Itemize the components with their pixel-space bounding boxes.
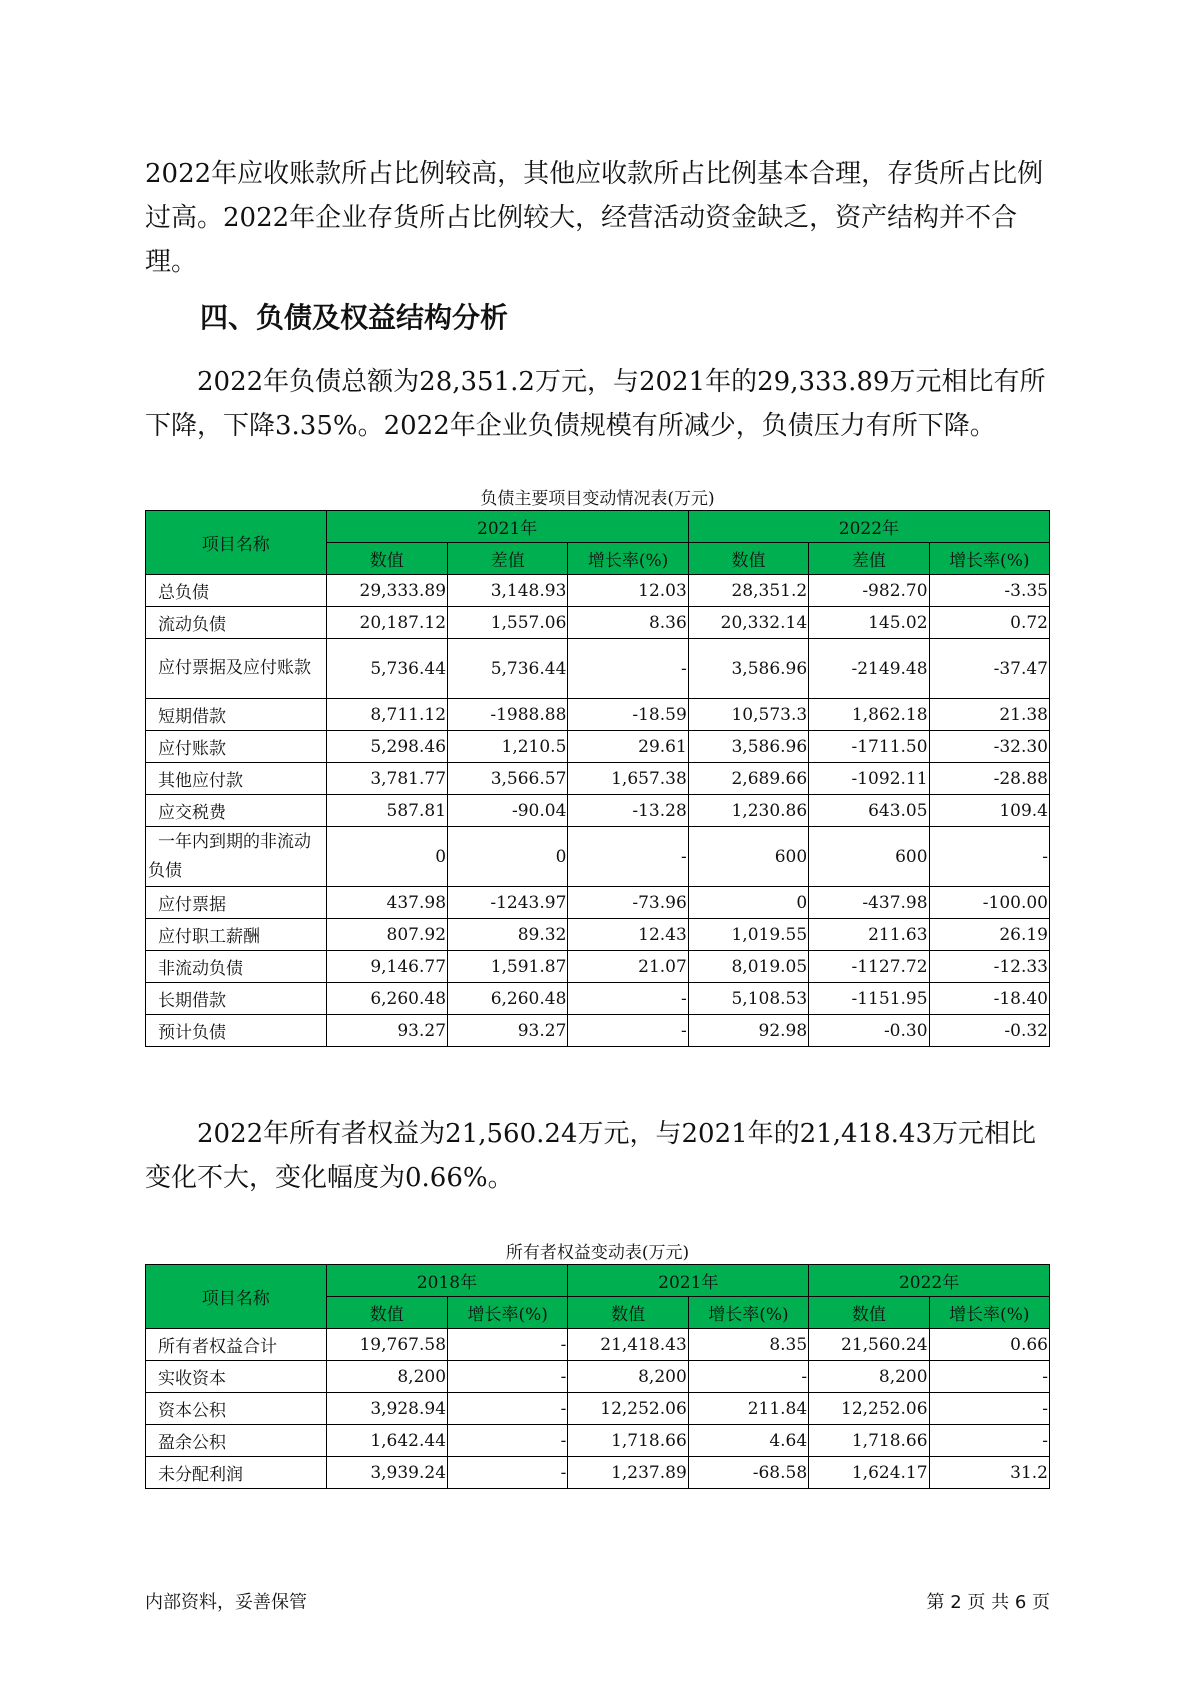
header-value: 数值 [809,1297,929,1329]
table-row [146,1393,1050,1425]
table-cell: 0.72 [929,607,1049,639]
table-cell: 26.19 [929,919,1049,951]
table-cell: 1,557.06 [448,607,568,639]
row-label: 应付票据 [146,887,327,919]
table-cell: 1,237.89 [568,1457,688,1489]
header-value: 数值 [326,1297,447,1329]
row-label: 非流动负债 [146,951,327,983]
table-cell: -18.59 [568,699,688,731]
table-cell: -100.00 [929,887,1049,919]
table-cell: 587.81 [326,795,447,827]
table-cell: 1,718.66 [809,1425,929,1457]
table-cell: 21,418.43 [568,1329,688,1361]
header-growth: 增长率(%) [929,543,1049,575]
table-cell: -32.30 [929,731,1049,763]
table-cell: - [929,1361,1049,1393]
row-label: 未分配利润 [146,1457,327,1489]
table-cell: 6,260.48 [326,983,447,1015]
table-cell: 0.66 [929,1329,1049,1361]
table-cell: 21.07 [568,951,688,983]
table-row [146,763,1050,795]
table-cell: 5,108.53 [688,983,808,1015]
table-cell: 3,566.57 [448,763,568,795]
table-cell: 29.61 [568,731,688,763]
footer-page-number: 第 2 页 共 6 页 [926,1592,1050,1613]
table-cell: - [688,1361,808,1393]
table-cell: -2149.48 [809,639,929,699]
row-label: 所有者权益合计 [146,1329,327,1361]
table-cell: -68.58 [688,1457,808,1489]
table-cell: 5,736.44 [448,639,568,699]
table-cell: 145.02 [809,607,929,639]
table-cell: -1711.50 [809,731,929,763]
table-cell: -28.88 [929,763,1049,795]
table-cell: 29,333.89 [326,575,447,607]
liabilities-table [145,510,1050,1047]
table-cell: - [448,1329,568,1361]
table-row [146,983,1050,1015]
table-row [146,795,1050,827]
table-cell: -18.40 [929,983,1049,1015]
table-cell: - [929,1425,1049,1457]
table-cell: 8,711.12 [326,699,447,731]
table-cell: 5,298.46 [326,731,447,763]
table-row [146,1361,1050,1393]
row-label: 预计负债 [146,1015,327,1047]
table-cell: 1,019.55 [688,919,808,951]
table-cell: 3,939.24 [326,1457,447,1489]
table-cell: -1092.11 [809,763,929,795]
table-cell: 8,200 [568,1361,688,1393]
table-cell: -3.35 [929,575,1049,607]
table-cell: -12.33 [929,951,1049,983]
table-cell: 0 [688,887,808,919]
table-cell: 19,767.58 [326,1329,447,1361]
header-year: 2021年 [326,511,688,543]
table-cell: 109.4 [929,795,1049,827]
table-cell: -1151.95 [809,983,929,1015]
table-cell: 1,230.86 [688,795,808,827]
footer-confidential-note: 内部资料，妥善保管 [145,1592,307,1613]
header-year: 2018年 [326,1265,568,1297]
table-cell: 1,210.5 [448,731,568,763]
header-growth: 增长率(%) [929,1297,1049,1329]
row-label: 盈余公积 [146,1425,327,1457]
table-row [146,951,1050,983]
table-cell: 5,736.44 [326,639,447,699]
table-cell: 1,591.87 [448,951,568,983]
table-cell: 0 [326,827,447,887]
table-cell: 3,586.96 [688,731,808,763]
table-cell: 3,781.77 [326,763,447,795]
row-label: 流动负债 [146,607,327,639]
table-cell: -1127.72 [809,951,929,983]
table-cell: 93.27 [448,1015,568,1047]
table-cell: 8,200 [326,1361,447,1393]
table-cell: 8.36 [568,607,688,639]
table-cell: 600 [809,827,929,887]
table-row [146,887,1050,919]
table-cell: 643.05 [809,795,929,827]
table-cell: 4.64 [688,1425,808,1457]
table-cell: 1,657.38 [568,763,688,795]
table-cell: 3,148.93 [448,575,568,607]
row-label: 短期借款 [146,699,327,731]
table-cell: 89.32 [448,919,568,951]
row-label: 实收资本 [146,1361,327,1393]
table-cell: 92.98 [688,1015,808,1047]
row-label: 长期借款 [146,983,327,1015]
header-item-name: 项目名称 [146,1265,327,1329]
table-cell: 3,586.96 [688,639,808,699]
header-diff: 差值 [809,543,929,575]
table-cell: -90.04 [448,795,568,827]
table-cell: 31.2 [929,1457,1049,1489]
table-cell: - [448,1457,568,1489]
table-cell: 600 [688,827,808,887]
header-value: 数值 [326,543,447,575]
table-cell: - [568,983,688,1015]
table-row [146,1015,1050,1047]
row-label: 应付职工薪酬 [146,919,327,951]
table-cell: -73.96 [568,887,688,919]
table-cell: - [448,1393,568,1425]
table-row [146,699,1050,731]
row-label: 其他应付款 [146,763,327,795]
header-year: 2022年 [688,511,1049,543]
paragraph-equity: 2022年所有者权益为21,560.24万元，与2021年的21,418.43万元相比变化不大，变化幅度为0.66%。 [145,1119,1036,1193]
table-cell: 211.84 [688,1393,808,1425]
header-year: 2022年 [809,1265,1050,1297]
table-cell: 1,624.17 [809,1457,929,1489]
row-label: 总负债 [146,575,327,607]
row-label: 应付账款 [146,731,327,763]
table-cell: 1,718.66 [568,1425,688,1457]
table-cell: 20,332.14 [688,607,808,639]
table-cell: 8.35 [688,1329,808,1361]
table-row [146,1457,1050,1489]
table-cell: 20,187.12 [326,607,447,639]
header-item-name: 项目名称 [146,511,327,575]
header-year: 2021年 [568,1265,809,1297]
header-growth: 增长率(%) [688,1297,808,1329]
table-cell: 1,862.18 [809,699,929,731]
table-cell: - [448,1361,568,1393]
table-caption-equity: 所有者权益变动表(万元) [505,1243,690,1263]
row-label: 应付票据及应付账款 [146,639,327,699]
table-cell: 12.43 [568,919,688,951]
table-row [146,639,1050,699]
table-cell: 28,351.2 [688,575,808,607]
table-cell: -1988.88 [448,699,568,731]
section-heading: 四、负债及权益结构分析 [200,301,509,334]
table-cell: 12.03 [568,575,688,607]
table-cell: 8,019.05 [688,951,808,983]
table-row [146,731,1050,763]
table-cell: -0.30 [809,1015,929,1047]
table-cell: 0 [448,827,568,887]
table-row [146,575,1050,607]
table-row [146,827,1050,887]
table-cell: 2,689.66 [688,763,808,795]
table-caption-liabilities: 负债主要项目变动情况表(万元) [480,489,715,509]
table-cell: 21,560.24 [809,1329,929,1361]
table-cell: -13.28 [568,795,688,827]
table-cell: - [568,1015,688,1047]
row-label: 资本公积 [146,1393,327,1425]
table-cell: -37.47 [929,639,1049,699]
table-cell: -0.32 [929,1015,1049,1047]
table-cell: 1,642.44 [326,1425,447,1457]
table-cell: 6,260.48 [448,983,568,1015]
table-row [146,1425,1050,1457]
table-cell: 12,252.06 [568,1393,688,1425]
table-cell: - [568,639,688,699]
table-cell: 437.98 [326,887,447,919]
table-row [146,919,1050,951]
table-cell: 807.92 [326,919,447,951]
paragraph-asset-structure: 2022年应收账款所占比例较高，其他应收款所占比例基本合理，存货所占比例过高。2022年企业存货所占比例较大，经营活动资金缺乏，资产结构并不合理。 [145,159,1044,277]
table-cell: - [929,1393,1049,1425]
header-value: 数值 [688,543,808,575]
header-diff: 差值 [448,543,568,575]
table-cell: 93.27 [326,1015,447,1047]
row-label: 一年内到期的非流动负债 [146,827,327,887]
table-cell: - [448,1425,568,1457]
table-cell: 211.63 [809,919,929,951]
table-cell: - [568,827,688,887]
table-cell: - [929,827,1049,887]
row-label: 应交税费 [146,795,327,827]
table-cell: 12,252.06 [809,1393,929,1425]
table-row [146,607,1050,639]
table-cell: -437.98 [809,887,929,919]
table-cell: -1243.97 [448,887,568,919]
header-value: 数值 [568,1297,688,1329]
table-cell: 21.38 [929,699,1049,731]
table-cell: 3,928.94 [326,1393,447,1425]
header-growth: 增长率(%) [568,543,688,575]
paragraph-liabilities: 2022年负债总额为28,351.2万元，与2021年的29,333.89万元相比有所下降，下降3.35%。2022年企业负债规模有所减少，负债压力有所下降。 [145,367,1046,441]
table-cell: 8,200 [809,1361,929,1393]
table-row [146,1329,1050,1361]
equity-table [145,1264,1050,1489]
table-cell: 9,146.77 [326,951,447,983]
table-cell: 10,573.3 [688,699,808,731]
header-growth: 增长率(%) [448,1297,568,1329]
table-cell: -982.70 [809,575,929,607]
